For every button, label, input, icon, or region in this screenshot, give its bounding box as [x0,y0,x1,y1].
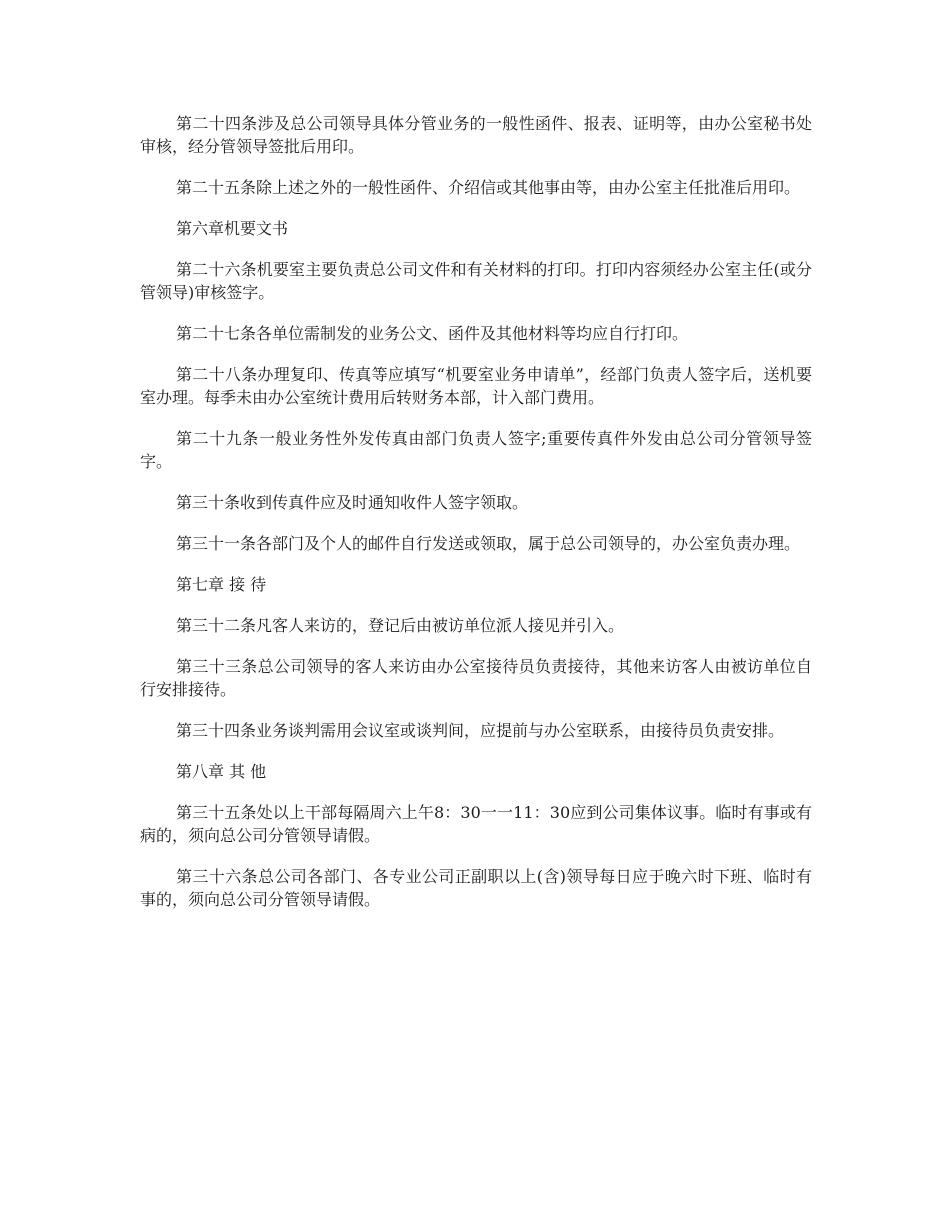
article-35: 第三十五条处以上干部每隔周六上午8：30一一11：30应到公司集体议事。临时有事或有病的，须向总公司分管领导请假。 [140,803,812,845]
chapter-6-heading: 第六章机要文书 [176,219,289,238]
article-29: 第二十九条一般业务性外发传真由部门负责人签字;重要传真件外发由总公司分管领导签字。 [140,429,812,471]
chapter-7-heading: 第七章 接 待 [176,575,267,594]
article-33: 第三十三条总公司领导的客人来访由办公室接待员负责接待，其他来访客人由被访单位自行安排接待。 [140,657,812,699]
article-32: 第三十二条凡客人来访的，登记后由被访单位派人接见并引入。 [176,616,625,635]
article-34: 第三十四条业务谈判需用会议室或谈判间，应提前与办公室联系，由接待员负责安排。 [176,721,785,740]
article-36: 第三十六条总公司各部门、各专业公司正副职以上(含)领导每日应于晚六时下班、临时有事的，须向总公司分管领导请假。 [140,867,812,909]
article-27: 第二十七条各单位需制发的业务公文、函件及其他材料等均应自行打印。 [176,324,689,343]
document-body [140,112,812,929]
article-30: 第三十条收到传真件应及时通知收件人签字领取。 [176,493,529,512]
chapter-8-heading: 第八章 其 他 [176,762,267,781]
article-25: 第二十五条除上述之外的一般性函件、介绍信或其他事由等，由办公室主任批准后用印。 [176,178,801,197]
article-28: 第二十八条办理复印、传真等应填写“机要室业务申请单”，经部门负责人签字后，送机要室办理。每季未由办公室统计费用后转财务本部，计入部门费用。 [140,365,812,407]
article-24: 第二十四条涉及总公司领导具体分管业务的一般性函件、报表、证明等，由办公室秘书处审核，经分管领导签批后用印。 [140,114,812,156]
article-31: 第三十一条各部门及个人的邮件自行发送或领取，属于总公司领导的，办公室负责办理。 [176,534,801,553]
article-26: 第二十六条机要室主要负责总公司文件和有关材料的打印。打印内容须经办公室主任(或分管领导)审核签字。 [140,260,812,302]
